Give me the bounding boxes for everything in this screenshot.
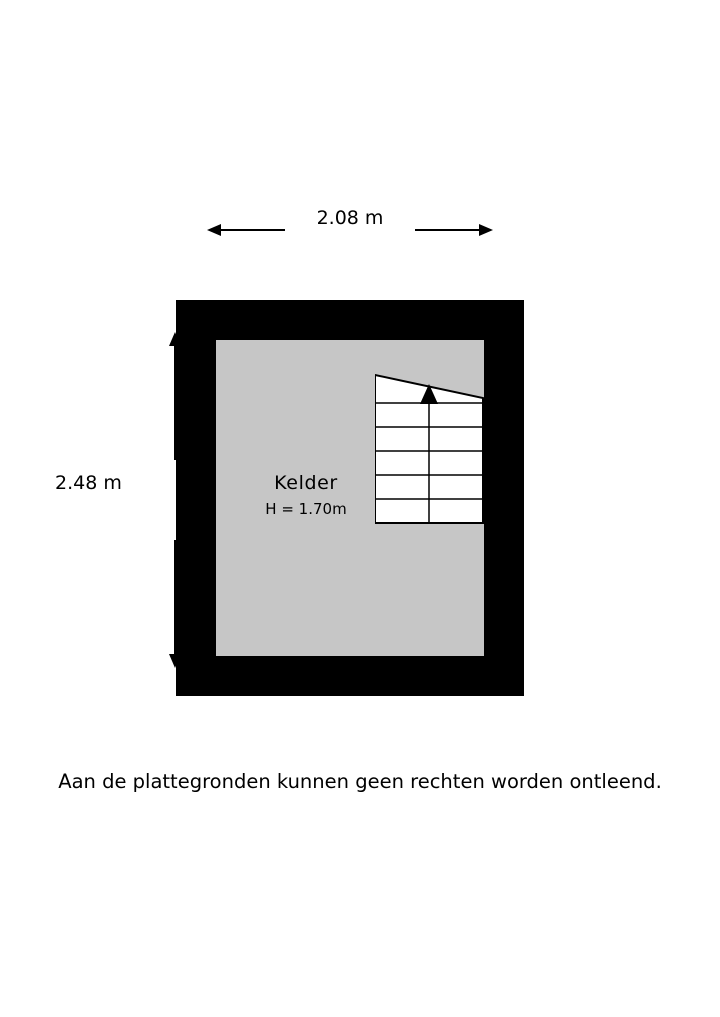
room-height: H = 1.70m: [265, 500, 347, 518]
disclaimer-text: Aan de plattegronden kunnen geen rechten worden ontleend.: [58, 770, 662, 793]
room-label-group: [216, 470, 396, 520]
dimension-depth: [55, 330, 195, 670]
dimension-width-arrow: [205, 205, 495, 255]
room-name: Kelder: [274, 472, 338, 494]
dimension-depth-label: 2.48 m: [55, 472, 122, 494]
dimension-width: [205, 205, 495, 255]
dimension-width-label: 2.08 m: [316, 207, 384, 229]
